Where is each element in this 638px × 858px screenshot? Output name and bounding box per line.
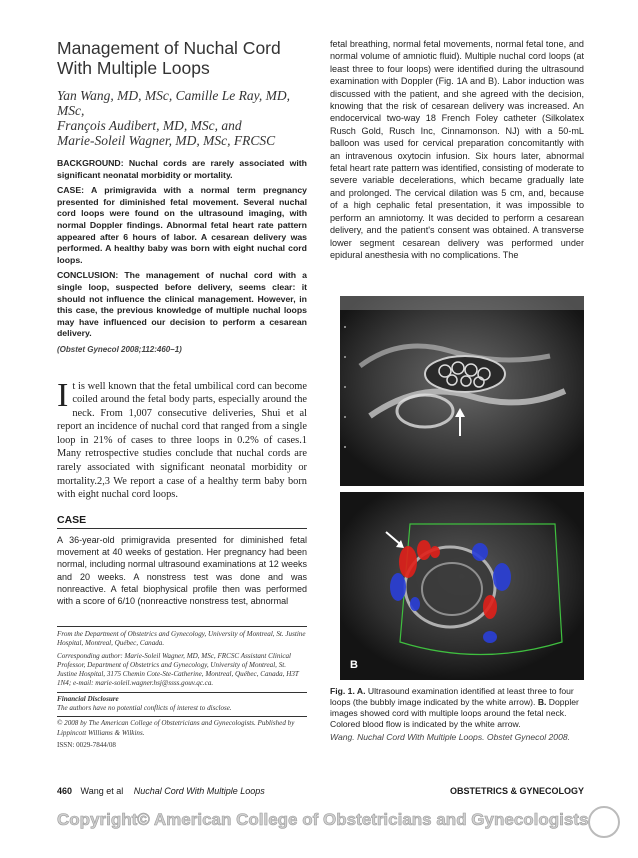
left-column	[57, 38, 307, 608]
acog-seal-icon	[588, 806, 620, 838]
drop-cap: I	[57, 376, 69, 414]
disclosure-title: Financial Disclosure	[57, 692, 307, 704]
right-column	[330, 38, 584, 261]
footer-left	[57, 786, 265, 796]
case-heading: CASE	[57, 514, 307, 529]
authors-line-3: Marie-Soleil Wagner, MD, MSc, FRCSC	[57, 133, 276, 148]
background-text: Nuchal cords are rarely associated with significant neonatal morbidity or mortality.	[57, 158, 307, 180]
page-footer	[57, 786, 584, 796]
case-body: A 36-year-old primigravida presented for diminished fetal movement at 40 weeks of gestation. Her pregnancy had been normal, including normal ultrasound examinations at 12 weeks and 20 weeks. A nonstress test was done and was nonreactive. A fetal biophysical profile then was performed with a score of 6/10 (nonreactive nonstress test, abnormal	[57, 534, 307, 607]
case-continued-text: fetal breathing, normal fetal movements, normal fetal tone, and normal volume of amniotic fluid). Multiple nuchal cord loops (at least three to four loops) were identified during the ultrasound examination with Doppler (Fig. 1A and B). Labor induction was discussed with the patient, and she agreed with the decision, knowing that the risk of cesarean delivery was increased. An endocervical two-way 18 French Foley catheter (Silkolatex Rusch Gold, Rusch Inc, Cinnamonson. NJ) with a 50-mL balloon was used for cervical preparation concomitantly with an intravenous oxytocin infusion. Six hours later, abnormal fetal heart rate pattern was identified, consisting of moderate to severe variable decelerations, which became gradually late and prolonged. The cervical dilation was 5 cm, and, because of a high cephalic fetal presentation, it was impossible to perform an amniotomy. It was decided to perform a cesarean delivery, and the patient's consent was obtained. A transverse lower segment cesarean delivery was performed under epidural anesthesia with no complications. The	[330, 39, 584, 260]
caption-b-label: B.	[537, 697, 547, 707]
ultrasound-image-a	[340, 296, 584, 486]
conclusion-text: The management of nuchal cord with a single loop, suspected before delivery, seems clear: it should not influence the clinical management. However, in this case, the previous knowledge of multiple nuchal loops may have influenced our decision to perform a cesarean delivery.	[57, 270, 307, 339]
copyright-watermark: Copyright© American College of Obstetricians and Gynecologists	[57, 810, 589, 829]
figure-1b-doppler	[340, 492, 584, 680]
page-number: 460	[57, 786, 73, 796]
journal-name: OBSTETRICS & GYNECOLOGY	[449, 786, 584, 796]
abstract-background	[57, 158, 307, 181]
title-line-2: With Multiple Loops	[57, 58, 210, 78]
abstract	[57, 158, 307, 356]
caption-b-text: Doppler images showed cord with multiple loops around the fetal neck. Colored blood flow is indicated by the white arrow.	[330, 697, 579, 729]
title-line-1: Management of Nuchal Cord	[57, 38, 281, 58]
case-label: CASE:	[57, 185, 85, 196]
conclusion-label: CONCLUSION:	[57, 270, 119, 281]
corresponding-author-note: Corresponding author: Marie-Soleil Wagner, MD, MSc, FRCSC Assistant Clinical Professor, Department of Obstetrics and Gynecology, University of Montreal, St. Justine Hospital, 3175 Chemin Cote-Ste-Catherine, Montreal, Québec, Canada, H3T 1N4; e-mail: marie-soleil.wagner.hsj@ssss.gouv.qc.ca.	[57, 651, 299, 688]
disclosure-text: The authors have no potential conflicts of interest to disclose.	[57, 704, 232, 713]
authors-line-1: Yan Wang, MD, MSc, Camille Le Ray, MD, MSc,	[57, 88, 290, 118]
caption-a-label: Fig. 1. A.	[330, 686, 366, 696]
panel-b-label: B	[350, 659, 358, 671]
journal-citation: (Obstet Gynecol 2008;112:460–1)	[57, 344, 182, 354]
abstract-conclusion	[57, 270, 307, 340]
issn: ISSN: 0029-7844/08	[57, 740, 116, 749]
figure-caption	[330, 686, 584, 743]
authors-line-2: François Audibert, MD, MSc, and	[57, 118, 242, 133]
figure-1a-ultrasound	[340, 296, 584, 486]
author-list	[57, 88, 307, 148]
ultrasound-image-b	[340, 492, 584, 680]
footnotes	[57, 626, 307, 750]
case-text: A primigravida with a normal term pregnancy presented for diminished fetal movement. Several nuchal cord loops were found on the ultrasound imaging, with normal Doppler findings. Abnormal fetal heart rate pattern appeared after 6 hours of labor. A cesarean delivery was performed. A healthy baby was born with eight nuchal cord loops.	[57, 185, 307, 265]
article-title	[57, 38, 307, 78]
figure-credit: Wang. Nuchal Cord With Multiple Loops. Obstet Gynecol 2008.	[330, 732, 571, 742]
running-title: Nuchal Cord With Multiple Loops	[133, 786, 265, 796]
abstract-case	[57, 185, 307, 266]
introduction	[57, 376, 307, 502]
background-label: BACKGROUND:	[57, 158, 124, 168]
affiliation-note: From the Department of Obstetrics and Gynecology, University of Montreal, St. Justine Hospital, Montreal, Québec, Canada.	[57, 630, 306, 648]
copyright-note: © 2008 by The American College of Obstetricians and Gynecologists. Published by Lippincott Williams & Wilkins.	[57, 716, 307, 738]
footer-author: Wang et al	[80, 786, 124, 796]
intro-text: t is well known that the fetal umbilical cord can become coiled around the fetal body parts, especially around the neck. From 1,007 consecutive deliveries, Shui et al report an incidence of nuchal cord that ranged from a single loop in 21% of cases to three loops in 0.2% of cases.1 Many retrospective studies conclude that nuchal cords are rarely associated with significant neonatal morbidity or mortality.2,3 We report a case of a healthy term baby born with eight nuchal cord loops.	[57, 380, 307, 501]
caption-a-text: Ultrasound examination identified at least three to four loops (the bubbly image indicated by the white arrow).	[330, 686, 574, 707]
